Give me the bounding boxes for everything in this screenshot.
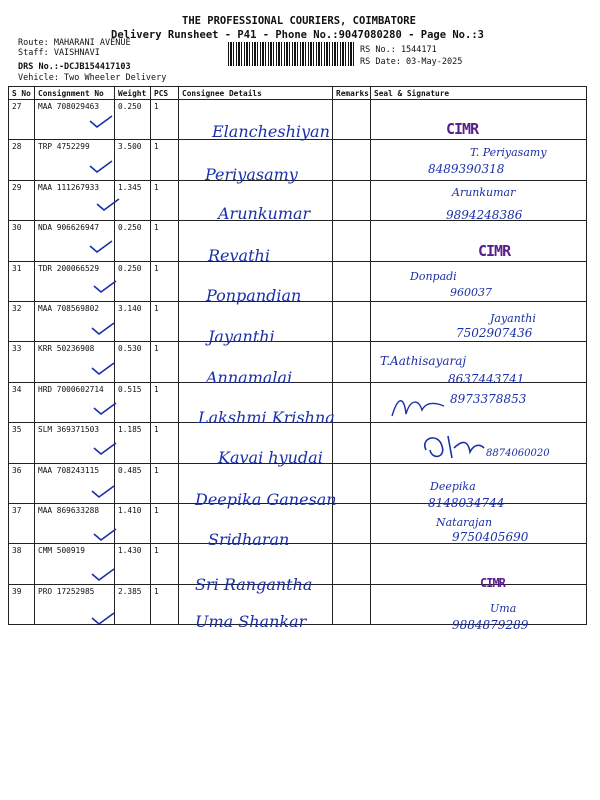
row-remarks — [333, 180, 371, 220]
handwritten-name: Ponpandian — [206, 286, 302, 305]
signature-phone: 960037 — [450, 286, 492, 299]
row-weight: 0.250 — [115, 221, 151, 261]
row-weight: 0.530 — [115, 342, 151, 382]
signature-phone: 7502907436 — [456, 326, 533, 340]
check-mark-icon — [92, 442, 118, 456]
row-remarks — [333, 140, 371, 180]
row-weight: 3.500 — [115, 140, 151, 180]
row-sno: 36 — [9, 463, 35, 503]
check-mark-icon — [90, 568, 116, 582]
col-consignment: Consignment No — [35, 87, 115, 100]
signature-scribble-icon — [388, 392, 448, 422]
document-subtitle: Delivery Runsheet - P41 - Phone No.:9047080280 - Page No.:3 — [111, 29, 484, 41]
row-remarks — [333, 503, 371, 543]
row-consignment: MAA 708569802 — [35, 301, 115, 341]
row-remarks — [333, 584, 371, 624]
col-consignee: Consignee Details — [179, 87, 333, 100]
check-mark-icon — [88, 160, 114, 174]
signature-text: Donpadi — [410, 270, 457, 283]
signature-text: T. Periyasamy — [470, 146, 547, 159]
col-pcs: PCS — [151, 87, 179, 100]
handwritten-name: Lakshmi Krishna — [198, 408, 335, 427]
handwritten-name: Sridharan — [208, 530, 290, 549]
row-pcs: 1 — [151, 221, 179, 261]
barcode — [228, 42, 354, 66]
row-consignment: TDR 200066529 — [35, 261, 115, 301]
row-pcs: 1 — [151, 301, 179, 341]
handwritten-name: Jayanthi — [208, 327, 275, 346]
row-pcs: 1 — [151, 423, 179, 463]
row-consignment: NDA 906626947 — [35, 221, 115, 261]
handwritten-name: Arunkumar — [218, 204, 311, 223]
row-pcs: 1 — [151, 544, 179, 584]
handwritten-name: Elancheshiyan — [212, 122, 330, 141]
row-weight: 0.515 — [115, 382, 151, 422]
seal-stamp: CIMR — [446, 120, 479, 138]
row-pcs: 1 — [151, 463, 179, 503]
signature-text: Deepika — [430, 480, 476, 493]
signature-phone: 8637443741 — [448, 372, 525, 386]
signature-phone: 8973378853 — [450, 392, 527, 406]
check-mark-icon — [92, 402, 118, 416]
row-pcs: 1 — [151, 584, 179, 624]
check-mark-icon — [90, 322, 116, 336]
row-weight: 1.430 — [115, 544, 151, 584]
table-header-row — [9, 87, 587, 100]
row-pcs: 1 — [151, 261, 179, 301]
row-pcs: 1 — [151, 382, 179, 422]
row-consignment: MAA 869633288 — [35, 503, 115, 543]
row-sno: 32 — [9, 301, 35, 341]
check-mark-icon — [88, 115, 114, 129]
signature-phone: 8874060020 — [486, 448, 550, 459]
signature-text: Jayanthi — [490, 312, 536, 325]
col-sno: S No — [9, 87, 35, 100]
row-signature — [371, 544, 587, 584]
row-sno: 34 — [9, 382, 35, 422]
signature-scribble-icon — [418, 430, 488, 464]
row-signature — [371, 100, 587, 140]
handwritten-name: Deepika Ganesan — [195, 490, 337, 509]
row-remarks — [333, 382, 371, 422]
row-pcs: 1 — [151, 100, 179, 140]
seal-stamp: CIMR — [480, 576, 505, 590]
row-sno: 29 — [9, 180, 35, 220]
row-sno: 35 — [9, 423, 35, 463]
row-pcs: 1 — [151, 342, 179, 382]
row-weight: 2.385 — [115, 584, 151, 624]
row-weight: 0.485 — [115, 463, 151, 503]
row-remarks — [333, 463, 371, 503]
row-sno: 37 — [9, 503, 35, 543]
row-consignment: CMM 500919 — [35, 544, 115, 584]
signature-phone: 9894248386 — [446, 208, 523, 222]
row-sno: 38 — [9, 544, 35, 584]
row-weight: 1.185 — [115, 423, 151, 463]
vehicle-label: Vehicle: Two Wheeler Delivery — [18, 73, 167, 83]
row-consignment: MAA 111267933 — [35, 180, 115, 220]
row-consignment: TRP 4752299 — [35, 140, 115, 180]
row-weight: 3.140 — [115, 301, 151, 341]
row-remarks — [333, 423, 371, 463]
row-consignment: PRO 17252985 — [35, 584, 115, 624]
handwritten-name: Annamalai — [206, 368, 293, 387]
row-sno: 27 — [9, 100, 35, 140]
signature-text: Natarajan — [436, 516, 493, 529]
row-consignment: SLM 369371503 — [35, 423, 115, 463]
check-mark-icon — [92, 528, 118, 542]
row-consignment: MAA 708029463 — [35, 100, 115, 140]
seal-stamp: CIMR — [478, 242, 511, 260]
check-mark-icon — [90, 612, 116, 626]
row-remarks — [333, 544, 371, 584]
col-remarks: Remarks — [333, 87, 371, 100]
handwritten-name: Periyasamy — [205, 165, 298, 184]
handwritten-name: Sri Rangantha — [195, 575, 313, 594]
row-pcs: 1 — [151, 503, 179, 543]
signature-phone: 9750405690 — [452, 530, 529, 544]
row-weight: 0.250 — [115, 261, 151, 301]
row-remarks — [333, 301, 371, 341]
row-weight: 0.250 — [115, 100, 151, 140]
col-signature: Seal & Signature — [371, 87, 587, 100]
signature-phone: 8148034744 — [428, 496, 505, 510]
rs-date: RS Date: 03-May-2025 — [360, 57, 463, 67]
check-mark-icon — [90, 485, 116, 499]
row-remarks — [333, 261, 371, 301]
check-mark-icon — [95, 198, 121, 212]
row-consignment: HRD 7000602714 — [35, 382, 115, 422]
handwritten-name: Kavai hyudai — [218, 448, 323, 467]
row-weight: 1.345 — [115, 180, 151, 220]
signature-phone: 9884879289 — [452, 618, 529, 632]
route-label: Route: MAHARANI AVENUE — [18, 38, 131, 48]
row-remarks — [333, 221, 371, 261]
row-pcs: 1 — [151, 140, 179, 180]
handwritten-name: Revathi — [208, 246, 270, 265]
signature-text: Uma — [490, 602, 517, 615]
signature-text: Arunkumar — [452, 186, 516, 199]
row-pcs: 1 — [151, 180, 179, 220]
signature-text: T.Aathisayaraj — [380, 354, 467, 368]
rs-number: RS No.: 1544171 — [360, 45, 437, 55]
row-sno: 31 — [9, 261, 35, 301]
row-weight: 1.410 — [115, 503, 151, 543]
staff-label: Staff: VAISHNAVI — [18, 48, 100, 58]
row-remarks — [333, 100, 371, 140]
row-sno: 39 — [9, 584, 35, 624]
check-mark-icon — [90, 362, 116, 376]
row-sno: 28 — [9, 140, 35, 180]
col-weight: Weight — [115, 87, 151, 100]
drs-label: DRS No.:-DCJB154417103 — [18, 62, 131, 72]
check-mark-icon — [92, 280, 118, 294]
row-sno: 30 — [9, 221, 35, 261]
row-sno: 33 — [9, 342, 35, 382]
signature-phone: 8489390318 — [428, 162, 505, 176]
document-title: THE PROFESSIONAL COURIERS, COIMBATORE — [182, 15, 416, 27]
row-consignment: MAA 708243115 — [35, 463, 115, 503]
check-mark-icon — [88, 240, 114, 254]
row-consignment: KRR 50236908 — [35, 342, 115, 382]
row-remarks — [333, 342, 371, 382]
handwritten-name: Uma Shankar — [195, 612, 307, 631]
